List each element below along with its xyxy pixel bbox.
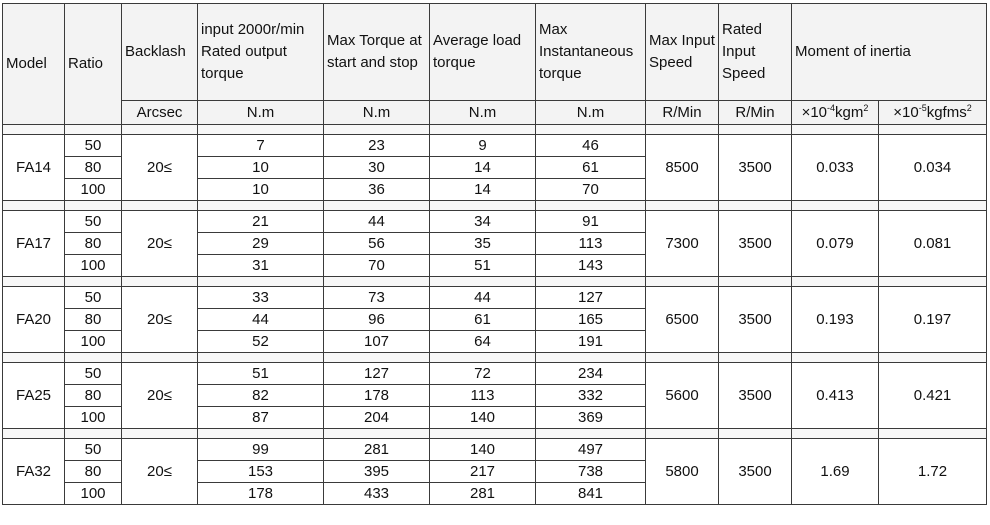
separator-cell xyxy=(198,125,324,135)
backlash-cell: 20≤ xyxy=(122,287,198,353)
max-input-speed-cell: 8500 xyxy=(646,135,719,201)
max-torque-cell: 107 xyxy=(324,331,430,353)
model-name: FA20 xyxy=(3,287,65,353)
separator-cell xyxy=(430,429,536,439)
rated-output-cell: 178 xyxy=(198,483,324,505)
max-instantaneous-cell: 113 xyxy=(536,233,646,255)
max-torque-cell: 23 xyxy=(324,135,430,157)
max-torque-cell: 281 xyxy=(324,439,430,461)
table-body xyxy=(3,125,987,505)
ratio-cell: 100 xyxy=(65,483,122,505)
max-instantaneous-cell: 127 xyxy=(536,287,646,309)
separator-cell xyxy=(879,201,987,211)
separator-cell xyxy=(3,277,65,287)
average-load-cell: 51 xyxy=(430,255,536,277)
separator-cell xyxy=(122,201,198,211)
max-input-speed-cell: 7300 xyxy=(646,211,719,277)
average-load-cell: 9 xyxy=(430,135,536,157)
separator-cell xyxy=(324,201,430,211)
max-torque-cell: 44 xyxy=(324,211,430,233)
inertia-kgfms2-cell: 1.72 xyxy=(879,439,987,505)
header-moment-of-inertia: Moment of inertia xyxy=(792,4,987,101)
header-max-input-speed: Max Input Speed xyxy=(646,4,719,101)
separator-cell xyxy=(792,201,879,211)
separator-cell xyxy=(536,429,646,439)
unit-inertia-kgm2: $\times 10^{-4}kgm^2$ xyxy=(792,101,879,125)
max-instantaneous-cell: 497 xyxy=(536,439,646,461)
max-torque-cell: 178 xyxy=(324,385,430,407)
ratio-cell: 100 xyxy=(65,407,122,429)
max-instantaneous-cell: 841 xyxy=(536,483,646,505)
average-load-cell: 64 xyxy=(430,331,536,353)
separator-cell xyxy=(3,201,65,211)
separator-cell xyxy=(198,277,324,287)
separator-cell xyxy=(536,125,646,135)
rated-input-speed-cell: 3500 xyxy=(719,135,792,201)
table-row xyxy=(3,211,987,233)
inertia-kgfms2-cell: 0.034 xyxy=(879,135,987,201)
max-instantaneous-cell: 369 xyxy=(536,407,646,429)
max-instantaneous-cell: 738 xyxy=(536,461,646,483)
header-max-torque: Max Torque at start and stop xyxy=(324,4,430,101)
separator-cell xyxy=(324,429,430,439)
max-instantaneous-cell: 61 xyxy=(536,157,646,179)
ratio-cell: 80 xyxy=(65,385,122,407)
max-instantaneous-cell: 91 xyxy=(536,211,646,233)
max-torque-cell: 96 xyxy=(324,309,430,331)
table-row xyxy=(3,135,987,157)
inertia-kgm2-cell: 0.079 xyxy=(792,211,879,277)
rated-output-cell: 52 xyxy=(198,331,324,353)
ratio-cell: 50 xyxy=(65,363,122,385)
max-torque-cell: 36 xyxy=(324,179,430,201)
ratio-cell: 80 xyxy=(65,461,122,483)
separator-cell xyxy=(198,353,324,363)
average-load-cell: 44 xyxy=(430,287,536,309)
separator-cell xyxy=(430,125,536,135)
max-torque-cell: 433 xyxy=(324,483,430,505)
inertia-kgm2-cell: 0.193 xyxy=(792,287,879,353)
header-backlash: Backlash xyxy=(122,4,198,101)
separator-cell xyxy=(792,277,879,287)
max-torque-cell: 73 xyxy=(324,287,430,309)
separator-cell xyxy=(65,277,122,287)
average-load-cell: 34 xyxy=(430,211,536,233)
unit-backlash: Arcsec xyxy=(122,101,198,125)
header-average-load-torque: Average load torque xyxy=(430,4,536,101)
backlash-cell: 20≤ xyxy=(122,211,198,277)
max-input-speed-cell: 6500 xyxy=(646,287,719,353)
max-instantaneous-cell: 165 xyxy=(536,309,646,331)
average-load-cell: 140 xyxy=(430,439,536,461)
rated-output-cell: 99 xyxy=(198,439,324,461)
ratio-cell: 80 xyxy=(65,233,122,255)
inertia-kgm2-cell: 1.69 xyxy=(792,439,879,505)
table-row xyxy=(3,287,987,309)
separator-cell xyxy=(646,429,719,439)
rated-output-cell: 33 xyxy=(198,287,324,309)
group-separator xyxy=(3,201,987,211)
ratio-cell: 50 xyxy=(65,135,122,157)
ratio-cell: 50 xyxy=(65,211,122,233)
table-row xyxy=(3,439,987,461)
separator-cell xyxy=(324,277,430,287)
model-name: FA25 xyxy=(3,363,65,429)
max-torque-cell: 70 xyxy=(324,255,430,277)
backlash-cell: 20≤ xyxy=(122,135,198,201)
separator-cell xyxy=(879,125,987,135)
separator-cell xyxy=(646,125,719,135)
max-torque-cell: 204 xyxy=(324,407,430,429)
header-rated-input-speed: Rated Input Speed xyxy=(719,4,792,101)
ratio-cell: 50 xyxy=(65,439,122,461)
header-max-instantaneous-torque: Max Instantaneous torque xyxy=(536,4,646,101)
separator-cell xyxy=(719,429,792,439)
separator-cell xyxy=(65,201,122,211)
separator-cell xyxy=(65,125,122,135)
inertia-kgfms2-cell: 0.081 xyxy=(879,211,987,277)
separator-cell xyxy=(3,353,65,363)
max-instantaneous-cell: 70 xyxy=(536,179,646,201)
average-load-cell: 140 xyxy=(430,407,536,429)
group-separator xyxy=(3,429,987,439)
model-name: FA32 xyxy=(3,439,65,505)
backlash-cell: 20≤ xyxy=(122,363,198,429)
separator-cell xyxy=(65,429,122,439)
max-instantaneous-cell: 191 xyxy=(536,331,646,353)
separator-cell xyxy=(719,353,792,363)
rated-output-cell: 10 xyxy=(198,157,324,179)
separator-cell xyxy=(646,353,719,363)
average-load-cell: 281 xyxy=(430,483,536,505)
separator-cell xyxy=(792,125,879,135)
inertia-kgm2-cell: 0.033 xyxy=(792,135,879,201)
separator-cell xyxy=(324,125,430,135)
separator-cell xyxy=(879,353,987,363)
separator-cell xyxy=(879,429,987,439)
unit-rated-input-speed: R/Min xyxy=(719,101,792,125)
separator-cell xyxy=(536,353,646,363)
separator-cell xyxy=(430,277,536,287)
unit-rated-output-torque: N.m xyxy=(198,101,324,125)
separator-cell xyxy=(3,125,65,135)
separator-cell xyxy=(65,353,122,363)
rated-input-speed-cell: 3500 xyxy=(719,439,792,505)
header-ratio: Ratio xyxy=(65,4,122,125)
model-name: FA17 xyxy=(3,211,65,277)
header-model: Model xyxy=(3,4,65,125)
average-load-cell: 72 xyxy=(430,363,536,385)
inertia-kgfms2-cell: 0.197 xyxy=(879,287,987,353)
ratio-cell: 100 xyxy=(65,179,122,201)
rated-output-cell: 31 xyxy=(198,255,324,277)
unit-max-instantaneous-torque: N.m xyxy=(536,101,646,125)
rated-output-cell: 51 xyxy=(198,363,324,385)
spec-table xyxy=(2,3,987,505)
average-load-cell: 217 xyxy=(430,461,536,483)
ratio-cell: 80 xyxy=(65,309,122,331)
group-separator xyxy=(3,277,987,287)
separator-cell xyxy=(430,353,536,363)
max-input-speed-cell: 5800 xyxy=(646,439,719,505)
separator-cell xyxy=(3,429,65,439)
max-instantaneous-cell: 46 xyxy=(536,135,646,157)
average-load-cell: 61 xyxy=(430,309,536,331)
separator-cell xyxy=(719,277,792,287)
average-load-cell: 14 xyxy=(430,179,536,201)
rated-output-cell: 153 xyxy=(198,461,324,483)
unit-inertia-kgfms2: $\times 10^{-5}kgfms^2$ xyxy=(879,101,987,125)
ratio-cell: 100 xyxy=(65,255,122,277)
separator-cell xyxy=(122,353,198,363)
header-rated-output-torque: input 2000r/min Rated output torque xyxy=(198,4,324,101)
separator-cell xyxy=(430,201,536,211)
unit-max-input-speed: R/Min xyxy=(646,101,719,125)
rated-output-cell: 7 xyxy=(198,135,324,157)
rated-input-speed-cell: 3500 xyxy=(719,211,792,277)
separator-cell xyxy=(122,429,198,439)
unit-max-torque: N.m xyxy=(324,101,430,125)
ratio-cell: 50 xyxy=(65,287,122,309)
model-name: FA14 xyxy=(3,135,65,201)
separator-cell xyxy=(198,201,324,211)
max-instantaneous-cell: 234 xyxy=(536,363,646,385)
max-instantaneous-cell: 143 xyxy=(536,255,646,277)
separator-cell xyxy=(122,125,198,135)
average-load-cell: 113 xyxy=(430,385,536,407)
separator-cell xyxy=(536,277,646,287)
group-separator xyxy=(3,125,987,135)
separator-cell xyxy=(879,277,987,287)
max-torque-cell: 30 xyxy=(324,157,430,179)
separator-cell xyxy=(646,277,719,287)
average-load-cell: 35 xyxy=(430,233,536,255)
max-input-speed-cell: 5600 xyxy=(646,363,719,429)
separator-cell xyxy=(719,201,792,211)
ratio-cell: 100 xyxy=(65,331,122,353)
rated-output-cell: 29 xyxy=(198,233,324,255)
max-torque-cell: 395 xyxy=(324,461,430,483)
unit-average-load-torque: N.m xyxy=(430,101,536,125)
inertia-kgm2-cell: 0.413 xyxy=(792,363,879,429)
separator-cell xyxy=(792,353,879,363)
ratio-cell: 80 xyxy=(65,157,122,179)
rated-output-cell: 44 xyxy=(198,309,324,331)
rated-output-cell: 21 xyxy=(198,211,324,233)
rated-output-cell: 87 xyxy=(198,407,324,429)
separator-cell xyxy=(122,277,198,287)
backlash-cell: 20≤ xyxy=(122,439,198,505)
average-load-cell: 14 xyxy=(430,157,536,179)
separator-cell xyxy=(536,201,646,211)
separator-cell xyxy=(792,429,879,439)
max-torque-cell: 127 xyxy=(324,363,430,385)
rated-input-speed-cell: 3500 xyxy=(719,363,792,429)
max-torque-cell: 56 xyxy=(324,233,430,255)
max-instantaneous-cell: 332 xyxy=(536,385,646,407)
table-row xyxy=(3,363,987,385)
rated-input-speed-cell: 3500 xyxy=(719,287,792,353)
separator-cell xyxy=(198,429,324,439)
separator-cell xyxy=(646,201,719,211)
inertia-kgfms2-cell: 0.421 xyxy=(879,363,987,429)
group-separator xyxy=(3,353,987,363)
rated-output-cell: 10 xyxy=(198,179,324,201)
separator-cell xyxy=(324,353,430,363)
rated-output-cell: 82 xyxy=(198,385,324,407)
separator-cell xyxy=(719,125,792,135)
